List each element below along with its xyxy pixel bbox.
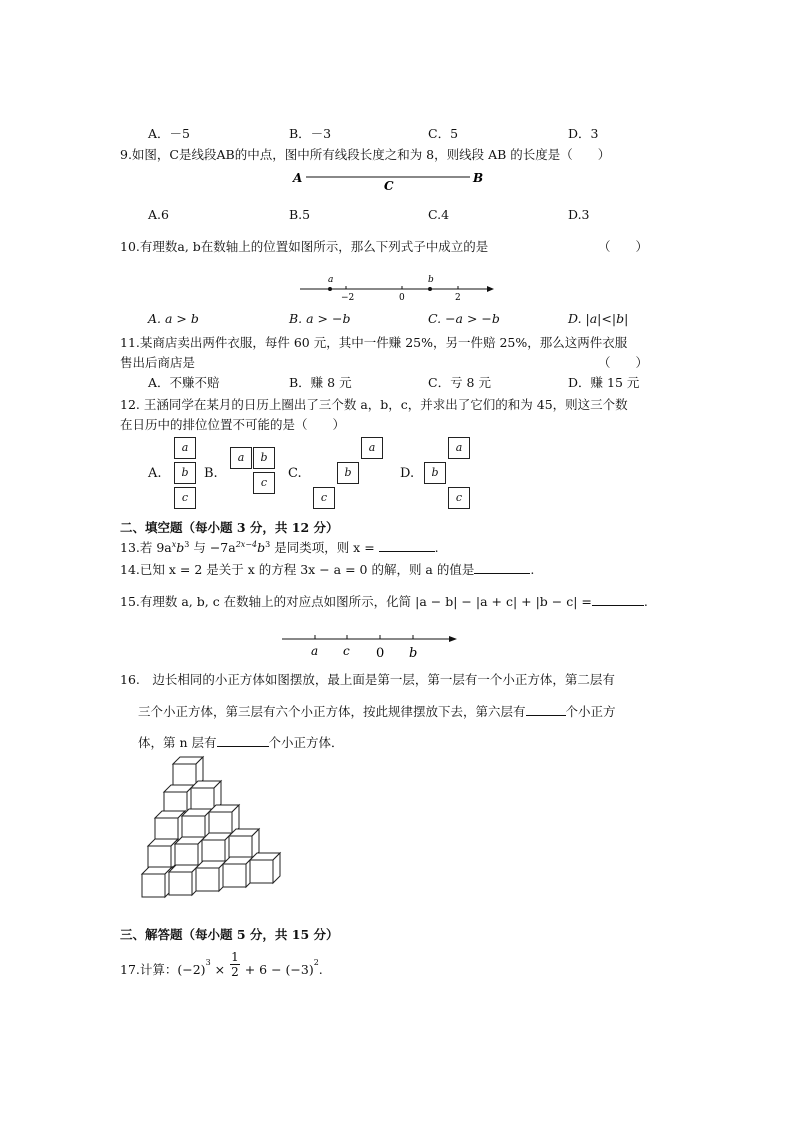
q9-option-c: C.4 [428,207,450,222]
cube-10 [229,829,259,859]
q12-option-c-label: C. [288,466,302,481]
q10-option-a: A. a > b [148,311,199,326]
q13-text: 13.若 $9a^xb^3$ 与 $-7a^{2x-4}b^3$ 是同类项，则 x = . [120,539,439,555]
q9-label-a: A [293,171,303,185]
q8-option-d: D．3 [568,126,599,141]
cube-12 [169,865,199,895]
q15-answer-blank [592,593,644,607]
q9-option-b: B.5 [289,207,311,222]
q10-option-b: B. a > −b [289,311,351,326]
q9-option-a: A.6 [148,207,169,222]
cube-8 [175,837,205,867]
q10-tick-neg2: −2 [341,293,355,303]
q12-c-cell-a: a [361,437,383,459]
q12-b-cell-a: a [230,447,252,469]
cube-7 [148,839,178,869]
q14-answer-blank [474,561,530,575]
q12-b-cell-b: b [253,447,275,469]
q12-a-cell-a: a [174,437,196,459]
q11-option-c: C．亏 8 元 [428,375,491,390]
q12-option-b-label: B. [204,466,218,481]
q11-option-b: B．赚 8 元 [289,375,352,390]
q9-stem: 9.如图，C是线段AB的中点，图中所有线段长度之和为 8，则线段 AB 的长度是（ ） [120,147,611,162]
q9-label-b: B [473,171,484,185]
q10-tick-2: 2 [455,293,461,303]
q16-line3: 体，第 n 层有 个小正方体． [138,735,344,750]
q12-d-cell-a: a [448,437,470,459]
q9-segment-figure [290,168,490,198]
q10-paren: （ ） [598,239,649,254]
q8-option-b: B．－3 [289,126,332,141]
q13-answer-blank [379,539,435,553]
q10-tick-0: 0 [399,293,405,303]
q12-option-a-label: A. [148,466,162,481]
q12-c-cell-c: c [313,487,335,509]
q16-cube-stack-figure [140,760,290,920]
q15-label-0: 0 [376,646,385,661]
q8-option-c: C．5 [428,126,459,141]
q15-number-line [280,630,460,662]
q16-line1: 16. 边长相同的小正方体如图摆放，最上面是第一层，第一层有一个小正方体，第二层有 [120,672,615,687]
q12-b-cell-c: c [253,472,275,494]
q15-label-a: a [311,644,319,658]
q9-option-d: D.3 [568,207,590,222]
q12-a-cell-c: c [174,487,196,509]
q17-fraction: $\frac{1}{2}$ [231,950,239,979]
q16-answer-blank-1 [526,703,566,717]
q12-option-d-label: D. [400,466,415,481]
q8-option-a: A．－5 [148,126,190,141]
q11-option-d: D．赚 15 元 [568,375,640,390]
q15-label-b: b [409,646,418,661]
q10-option-c: C. −a > −b [428,311,500,326]
cube-11 [142,867,172,897]
q11-stem-cont: 售出后商店是 [120,355,196,370]
cube-4 [155,811,185,841]
q10-point-b-label: b [428,275,434,285]
q10-stem: 10.有理数a, b在数轴上的位置如图所示，那么下列式子中成立的是 [120,239,489,254]
q15-label-c: c [343,644,350,658]
section-3-heading: 三、解答题（每小题 5 分，共 15 分） [120,927,339,942]
q12-stem-cont: 在日历中的排位位置不可能的是（ ） [120,417,346,432]
q12-d-cell-c: c [448,487,470,509]
q11-stem: 11.某商店卖出两件衣服，每件 60 元，其中一件赚 25%，另一件赔 25%，那么这两件衣服 [120,335,628,350]
q10-option-d: D. |a|<|b| [568,311,629,326]
cube-14 [223,857,253,887]
cube-13 [196,861,226,891]
q12-a-cell-b: b [174,462,196,484]
q16-answer-blank-2 [217,734,269,748]
q10-number-line [298,272,498,302]
q12-c-cell-b: b [337,462,359,484]
q11-paren: （ ） [598,355,649,370]
q10-point-a-label: a [328,275,334,285]
q17-text: 17.计算：$(-2)^3$ × $\frac{1}{2}$ + $6 - (-3)^2$. [120,950,323,979]
cube-9 [202,833,232,863]
q11-option-a: A．不赚不赔 [148,375,220,390]
q14-text: 14.已知 x = 2 是关于 x 的方程 3x − a = 0 的解，则 a 的值是 . [120,562,535,577]
q16-line2: 三个小正方体，第三层有六个小正方体，按此规律摆放下去，第六层有 个小正方 [138,704,616,719]
q15-text: 15.有理数 a, b, c 在数轴上的对应点如图所示，化简 |a − b| − |a + c| + |b − c| = . [120,594,648,609]
q9-label-c: C [384,179,394,193]
q12-d-cell-b: b [424,462,446,484]
cube-15 [250,853,280,883]
q12-stem: 12. 王涵同学在某月的日历上圈出了三个数 a，b，c，并求出了它们的和为 45，则这三个数 [120,397,628,412]
section-2-heading: 二、填空题（每小题 3 分，共 12 分） [120,520,339,535]
